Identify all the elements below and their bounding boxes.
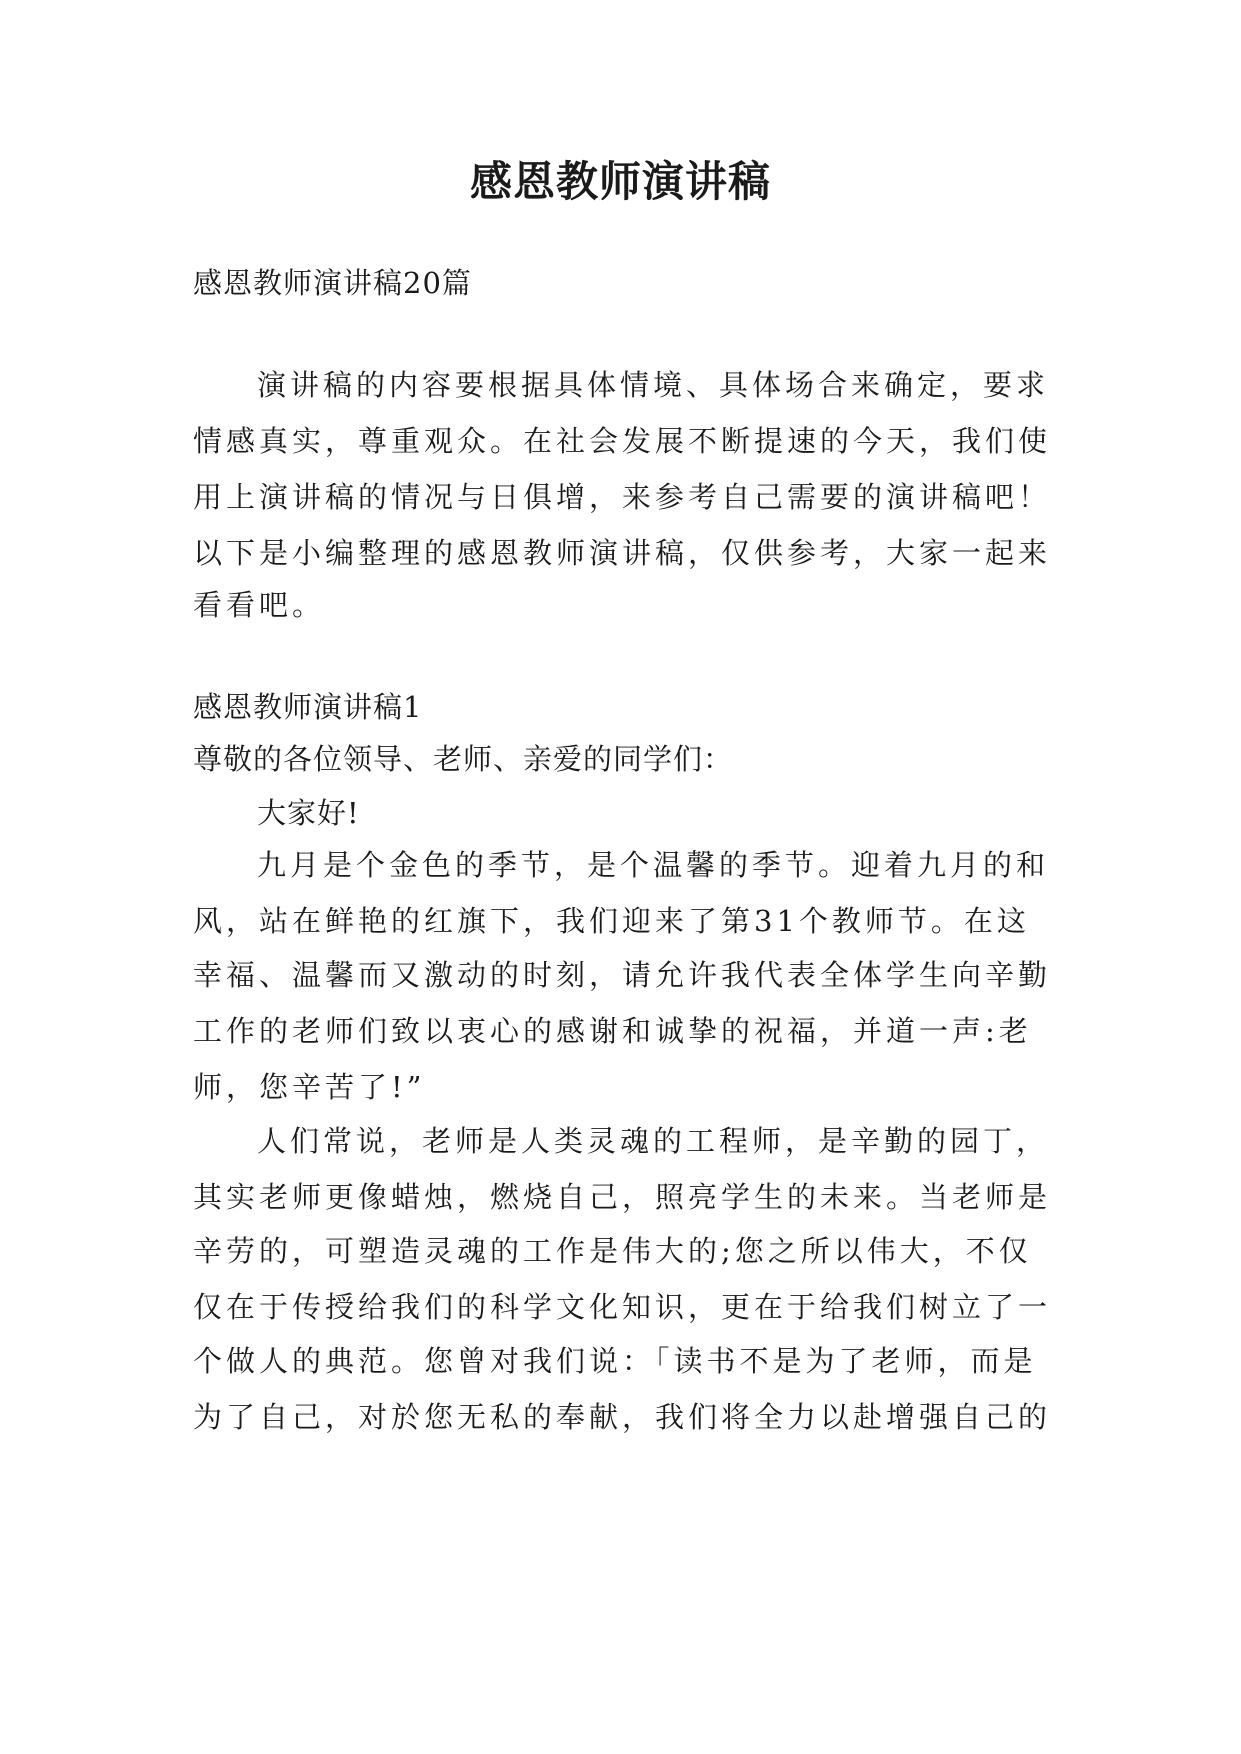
document-subtitle: 感恩教师演讲稿20篇 — [193, 266, 472, 300]
intro-line: 用上演讲稿的情况与日俱增，来参考自己需要的演讲稿吧！ — [193, 480, 1052, 514]
paragraph-line: 九月是个金色的季节，是个温馨的季节。迎着九月的和 — [257, 848, 1050, 882]
intro-line: 情感真实，尊重观众。在社会发展不断提速的今天，我们使 — [193, 424, 1052, 458]
intro-line: 看看吧。 — [193, 588, 326, 622]
document-title: 感恩教师演讲稿 — [469, 157, 771, 206]
paragraph-line: 幸福、温馨而又激动的时刻，请允许我代表全体学生向辛勤 — [193, 958, 1052, 992]
paragraph-line: 仅在于传授给我们的科学文化知识，更在于给我们树立了一 — [193, 1290, 1052, 1324]
intro-line: 演讲稿的内容要根据具体情境、具体场合来确定，要求 — [257, 368, 1050, 402]
paragraph-line: 师，您辛苦了!” — [193, 1070, 426, 1104]
paragraph-line: 人们常说，老师是人类灵魂的工程师，是辛勤的园丁， — [257, 1124, 1050, 1158]
intro-line: 以下是小编整理的感恩教师演讲稿，仅供参考，大家一起来 — [193, 536, 1052, 570]
salutation: 尊敬的各位领导、老师、亲爱的同学们： — [193, 742, 734, 776]
paragraph-line: 其实老师更像蜡烛，燃烧自己，照亮学生的未来。当老师是 — [193, 1180, 1052, 1214]
greeting: 大家好! — [257, 796, 360, 830]
paragraph-line: 个做人的典范。您曾对我们说：「读书不是为了老师，而是 — [193, 1344, 1037, 1378]
section-heading: 感恩教师演讲稿1 — [193, 690, 423, 724]
paragraph-line: 辛劳的，可塑造灵魂的工作是伟大的;您之所以伟大，不仅 — [193, 1234, 1032, 1268]
paragraph-line: 工作的老师们致以衷心的感谢和诚挚的祝福，并道一声:老 — [193, 1014, 1032, 1048]
paragraph-line: 风，站在鲜艳的红旗下，我们迎来了第31个教师节。在这 — [193, 904, 1030, 938]
paragraph-line: 为了自己，对於您无私的奉献，我们将全力以赴增强自己的 — [193, 1400, 1052, 1434]
